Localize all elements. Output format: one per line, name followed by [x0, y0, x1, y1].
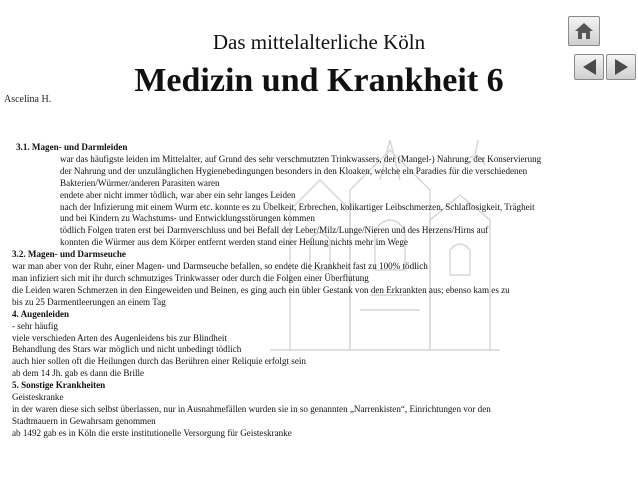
bullet-line: konnten die Würmer aus dem Körper entfernt werden stand einer Heilung nichts mehr im Wege: [60, 237, 408, 248]
slide-title: Medizin und Krankheit 6: [134, 62, 504, 99]
text-line: ab 1492 gab es in Köln die erste institutionelle Versorgung für Geisteskranke: [12, 427, 292, 438]
text-line: bis zu 25 Darmentleerungen an einem Tag: [12, 296, 166, 307]
home-icon: [574, 22, 594, 40]
text-line: ab dem 14 Jh. gab es dann die Brille: [12, 368, 145, 379]
text-line: Behandlung des Stars war möglich und nicht unbedingt tödlich: [12, 344, 242, 355]
presentation-supertitle: Das mittelalterliche Köln: [212, 30, 426, 54]
arrow-left-icon: [583, 59, 596, 75]
text-line: war man aber von der Ruhr, einer Magen- und Darmseuche befallen, so endete die Krankheit fast zu 100% tödlich: [12, 261, 428, 272]
bullet-line: und bei Kindern zu Wachstums- und Entwicklungsstörungen kommen: [60, 213, 315, 224]
home-button[interactable]: [568, 16, 600, 46]
text-line: viele verschieden Arten des Augenleidens bis zur Blindheit: [12, 332, 227, 343]
text-line: in der waren diese sich selbst überlassen, nur in Ausnahmefällen wurden sie in so genannten „Narrenkisten“, Einrichtungen vor den: [12, 403, 491, 414]
previous-slide-button[interactable]: [574, 54, 604, 80]
bullet-line: nach der Infizierung mit einem Wurm etc. konnte es zu Übelkeit, Erbrechen, kolikartiger Leibschmerzen, Schlaflosigkeit, Trägheit: [60, 201, 535, 212]
text-line: Geisteskranke: [12, 392, 64, 403]
text-line: die Leiden waren Schmerzen in den Eingeweiden und Beinen, es ging auch ein übler Gestank von den Erkrankten aus; ebenso kam es zu: [12, 284, 510, 295]
text-line: auch hier sollen oft die Heilungen durch das Berühren einer Reliquie erfolgt sein: [12, 356, 306, 367]
bullet-line: Bakterien/Würmer/anderen Parasiten waren: [60, 177, 220, 188]
next-slide-button[interactable]: [606, 54, 636, 80]
bullet-line: der Nahrung und der unzulänglichen Hygienebedingungen besonders in den Kloaken, welche ein Paradies für die verschiedenen: [60, 165, 528, 176]
bullet-line: endete aber nicht immer tödlich, war aber ein sehr langes Leiden: [60, 189, 296, 200]
section-heading: 3.2. Magen- und Darmseuche: [12, 249, 126, 260]
text-line: Stadtmauern in Gewahrsam genommen: [12, 415, 156, 426]
section-heading: 3.1. Magen- und Darmleiden: [16, 142, 128, 152]
bullet-line: tödlich Folgen traten erst bei Darmverschluss und bei Befall der Leber/Milz/Lunge/Nieren und des Herzens/Hirns auf: [60, 225, 489, 236]
author-name: Ascelina H.: [4, 94, 52, 105]
section-heading: 5. Sonstige Krankheiten: [12, 380, 106, 391]
text-line: man infiziert sich mit ihr durch schmutziges Trinkwasser oder durch die Folgen einer Überflutung: [12, 272, 369, 283]
slide-body: [12, 142, 632, 440]
section-heading: 4. Augenleiden: [12, 308, 70, 319]
text-line: - sehr häufig: [12, 320, 58, 331]
arrow-right-icon: [615, 59, 628, 75]
bullet-line: war das häufigste leiden im Mittelalter, auf Grund des sehr verschmutzten Trinkwassers, der (Mangel-) Nahrung, der Konservierung: [60, 153, 542, 164]
